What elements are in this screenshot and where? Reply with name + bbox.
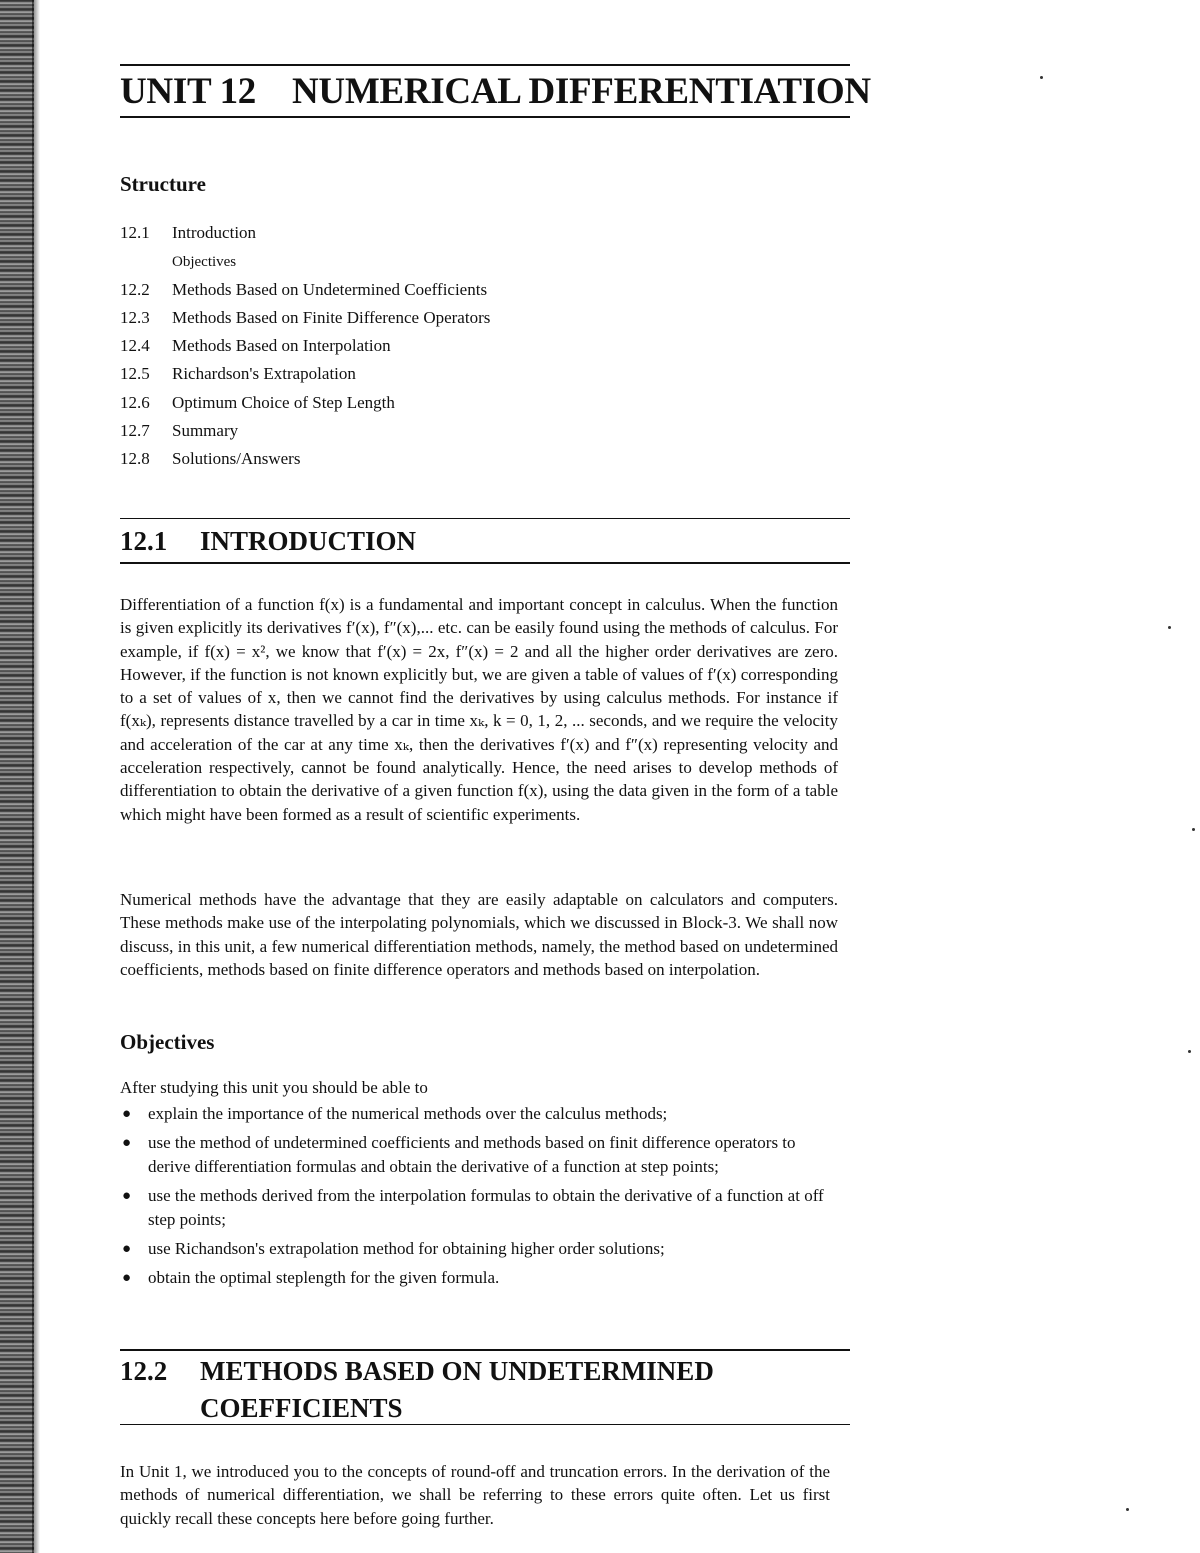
scan-speck <box>1192 828 1195 831</box>
structure-heading: Structure <box>120 172 206 196</box>
bullet-icon: ● <box>122 1106 132 1122</box>
toc-item: Objectives <box>172 254 237 271</box>
scan-speck <box>1168 626 1171 629</box>
toc-item: 12.1 Introduction <box>120 223 257 242</box>
toc-item: 12.8 Solutions/Answers <box>120 449 301 469</box>
structure-list <box>120 219 490 474</box>
objective-item: ● use the method of undetermined coefficients and methods based on finit difference operators to derive differentiation formulas and obtain the derivative of a function at step points; <box>122 1133 796 1176</box>
toc-item: 12.3 Methods Based on Finite Difference Operators <box>120 307 491 327</box>
title-bottom-rule <box>120 116 850 118</box>
bullet-icon: ● <box>122 1135 132 1151</box>
objective-item: ● use Richandson's extrapolation method for obtaining higher order solutions; <box>120 1237 840 1261</box>
unit-number: UNIT 12 <box>120 71 256 112</box>
scan-speck <box>1188 1050 1191 1053</box>
scan-speck <box>1126 1508 1129 1511</box>
objectives-intro: After studying this unit you should be able to <box>120 1078 428 1097</box>
introduction-paragraph-2: Numerical methods have the advantage that they are easily adaptable on calculators and computers. These methods make use of the interpolating polynomials, which we discussed in Block-3. We shall now discuss, in this unit, a few numerical differentiation methods, namely, the method based on undetermined coefficients, methods based on finite difference operators and methods based on interpolation. <box>120 890 838 979</box>
title-top-rule <box>120 64 850 66</box>
section-12-2-paragraph-1: In Unit 1, we introduced you to the concepts of round-off and truncation errors. In the derivation of the methods of numerical differentiation, we shall be referring to these errors quite often. Let us first quickly recall these concepts here before going further. <box>120 1462 830 1528</box>
scan-speck <box>1040 76 1043 79</box>
book-binding-edge <box>0 0 34 1553</box>
unit-title <box>120 70 871 113</box>
bullet-icon: ● <box>122 1270 132 1286</box>
bullet-icon: ● <box>122 1188 132 1204</box>
objective-item: ● explain the importance of the numerical methods over the calculus methods; <box>120 1102 840 1126</box>
unit-name: NUMERICAL DIFFERENTIATION <box>292 71 871 112</box>
objective-item: ● obtain the optimal steplength for the given formula. <box>120 1266 840 1290</box>
section-12-2-title: 12.2 METHODS BASED ON UNDETERMINED COEFFICIENTS <box>120 1356 714 1423</box>
section-12-1-title: 12.1 INTRODUCTION <box>120 526 417 556</box>
bullet-icon: ● <box>122 1241 132 1257</box>
section-12-2-top-rule <box>120 1349 850 1351</box>
introduction-paragraph-1: Differentiation of a function f(x) is a fundamental and important concept in calculus. When the function is given explicitly its derivatives f′(x), f″(x),... etc. can be easily found using the methods of calculus. For example, if f(x) = x², we know that f′(x) = 2x, f″(x) = 2 and all the higher order derivatives are zero. However, if the function is not known explicitly but, we are given a table of values of f′(x) corresponding to a set of values of x, then we cannot find the derivatives by using calculus methods. For instance if f(xₖ), represents distance travelled by a car in time xₖ, k = 0, 1, 2, ... seconds, and we require the velocity and acceleration of the car at any time xₖ, then the derivatives f′(x) and f″(x) representing velocity and acceleration respectively, cannot be found analytically. Hence, the need arises to develop methods of differentiation to obtain the derivative of a given function f(x), using the data given in the form of a table which might have been formed as a result of scientific experiments. <box>120 595 838 824</box>
toc-item: 12.4 Methods Based on Interpolation <box>120 336 391 356</box>
toc-item: 12.2 Methods Based on Undetermined Coefficients <box>120 279 488 299</box>
toc-item: 12.7 Summary <box>120 421 239 441</box>
toc-item: 12.5 Richardson's Extrapolation <box>120 364 356 384</box>
section-12-1-bottom-rule <box>120 562 850 564</box>
objectives-list <box>120 1102 840 1295</box>
section-12-1-top-rule <box>120 518 850 519</box>
toc-item: 12.6 Optimum Choice of Step Length <box>120 392 395 412</box>
objective-item: ● use the methods derived from the interpolation formulas to obtain the derivative of a function at off step points; <box>122 1186 824 1229</box>
objectives-heading: Objectives <box>120 1030 215 1054</box>
section-12-2-bottom-rule <box>120 1424 850 1425</box>
